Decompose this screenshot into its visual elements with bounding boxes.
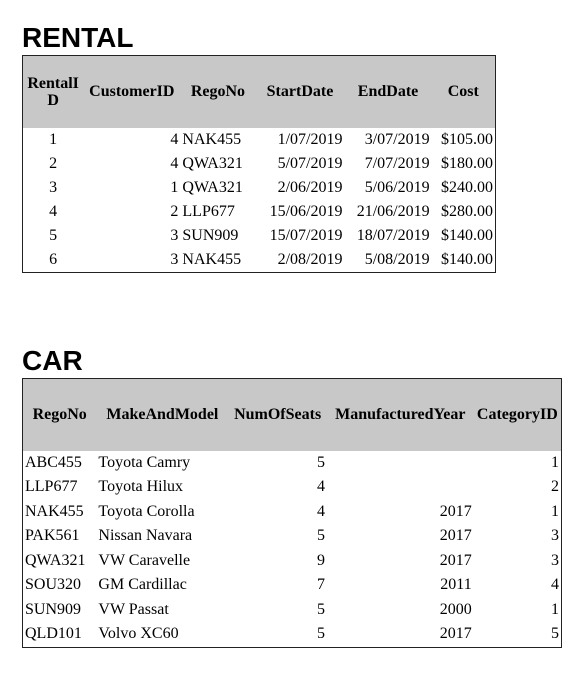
category-id-cell: 2	[551, 478, 559, 496]
customer-id-cell: 3	[170, 226, 179, 244]
rego-no-cell: NAK455	[182, 250, 242, 268]
table-row	[23, 152, 496, 176]
make-model-cell: Toyota Hilux	[98, 478, 184, 496]
car-table	[22, 378, 562, 648]
rental-section-title: RENTAL	[22, 22, 134, 53]
car-header-row	[23, 379, 562, 451]
rego-no-cell: SOU320	[25, 576, 82, 594]
end-date-cell: 18/07/2019	[356, 226, 430, 244]
manufactured-year-cell: 2017	[439, 527, 472, 545]
car-header-regono: RegoNo	[23, 379, 97, 451]
manufactured-year-cell: 2017	[439, 551, 472, 569]
rental-header-enddate: EndDate	[344, 56, 431, 128]
category-id-cell: 1	[551, 502, 559, 520]
customer-id-cell: 1	[170, 178, 179, 196]
rego-no-cell: SUN909	[182, 226, 239, 244]
rego-no-cell: QLD101	[25, 625, 82, 643]
rental-id-cell: 6	[49, 250, 58, 268]
start-date-cell: 5/07/2019	[277, 154, 343, 172]
table-row	[23, 573, 562, 598]
customer-id-cell: 3	[170, 250, 179, 268]
start-date-cell: 2/06/2019	[277, 178, 343, 196]
customer-id-cell: 4	[170, 130, 179, 148]
end-date-cell: 3/07/2019	[364, 130, 430, 148]
rego-no-cell: SUN909	[25, 600, 82, 618]
make-model-cell: Toyota Corolla	[98, 502, 195, 520]
table-row	[23, 500, 562, 525]
rego-no-cell: NAK455	[182, 130, 242, 148]
cost-cell: $280.00	[441, 202, 493, 220]
end-date-cell: 5/06/2019	[364, 178, 430, 196]
rental-header-customerid: CustomerID	[83, 56, 180, 128]
manufactured-year-cell	[327, 475, 474, 500]
rego-no-cell: LLP677	[25, 478, 78, 496]
manufactured-year-cell: 2017	[439, 625, 472, 643]
rental-table	[22, 55, 496, 273]
num-seats-cell: 5	[316, 600, 325, 618]
car-header-makeandmodel: MakeAndModel	[96, 379, 228, 451]
end-date-cell: 7/07/2019	[364, 154, 430, 172]
cost-cell: $180.00	[441, 154, 493, 172]
rental-header-regono: RegoNo	[180, 56, 255, 128]
rego-no-cell: PAK561	[25, 527, 80, 545]
table-row	[23, 224, 496, 248]
rego-no-cell: NAK455	[25, 502, 84, 520]
rental-id-cell: 2	[49, 154, 58, 172]
manufactured-year-cell: 2000	[439, 600, 472, 618]
cost-cell: $105.00	[441, 130, 493, 148]
car-section-title: CAR	[22, 345, 83, 376]
make-model-cell: Volvo XC60	[98, 625, 179, 643]
rego-no-cell: QWA321	[25, 551, 86, 569]
manufactured-year-cell	[327, 451, 474, 476]
rental-header-rentalid: RentalID	[23, 56, 84, 128]
car-header-manufacturedyear: ManufacturedYear	[327, 379, 474, 451]
car-header-categoryid: CategoryID	[474, 379, 562, 451]
customer-id-cell: 2	[170, 202, 179, 220]
rental-id-cell: 1	[49, 130, 58, 148]
start-date-cell: 15/06/2019	[269, 202, 343, 220]
end-date-cell: 21/06/2019	[356, 202, 430, 220]
table-row	[23, 475, 562, 500]
car-header-numofseats: NumOfSeats	[228, 379, 327, 451]
make-model-cell: GM Cardillac	[98, 576, 187, 594]
start-date-cell: 15/07/2019	[269, 226, 343, 244]
customer-id-cell: 4	[170, 154, 179, 172]
end-date-cell: 5/08/2019	[364, 250, 430, 268]
table-row	[23, 128, 496, 152]
make-model-cell: Toyota Camry	[98, 453, 191, 471]
rental-id-cell: 5	[49, 226, 58, 244]
rental-id-cell: 4	[49, 202, 58, 220]
category-id-cell: 3	[551, 527, 559, 545]
table-row	[23, 622, 562, 647]
rego-no-cell: QWA321	[182, 154, 243, 172]
category-id-cell: 1	[551, 453, 559, 471]
table-row	[23, 451, 562, 476]
table-row	[23, 598, 562, 623]
rego-no-cell: LLP677	[182, 202, 235, 220]
num-seats-cell: 5	[316, 625, 325, 643]
start-date-cell: 2/08/2019	[277, 250, 343, 268]
category-id-cell: 3	[551, 551, 559, 569]
num-seats-cell: 9	[316, 551, 325, 569]
rental-header-startdate: StartDate	[256, 56, 345, 128]
rental-header-row	[23, 56, 496, 128]
table-row	[23, 549, 562, 574]
make-model-cell: Nissan Navara	[98, 527, 193, 545]
table-row	[23, 248, 496, 273]
category-id-cell: 5	[551, 625, 559, 643]
manufactured-year-cell: 2011	[440, 576, 472, 594]
cost-cell: $140.00	[441, 250, 493, 268]
rego-no-cell: QWA321	[182, 178, 243, 196]
make-model-cell: VW Caravelle	[98, 551, 191, 569]
cost-cell: $140.00	[441, 226, 493, 244]
rego-no-cell: ABC455	[25, 453, 82, 471]
table-row	[23, 524, 562, 549]
start-date-cell: 1/07/2019	[277, 130, 343, 148]
cost-cell: $240.00	[441, 178, 493, 196]
manufactured-year-cell: 2017	[439, 502, 472, 520]
num-seats-cell: 4	[316, 478, 325, 496]
num-seats-cell: 5	[316, 527, 325, 545]
table-row	[23, 200, 496, 224]
category-id-cell: 4	[551, 576, 559, 594]
table-row	[23, 176, 496, 200]
num-seats-cell: 5	[316, 453, 325, 471]
rental-header-cost: Cost	[432, 56, 496, 128]
num-seats-cell: 7	[316, 576, 325, 594]
num-seats-cell: 4	[316, 502, 325, 520]
rental-id-cell: 3	[49, 178, 58, 196]
category-id-cell: 1	[551, 600, 559, 618]
make-model-cell: VW Passat	[98, 600, 169, 618]
